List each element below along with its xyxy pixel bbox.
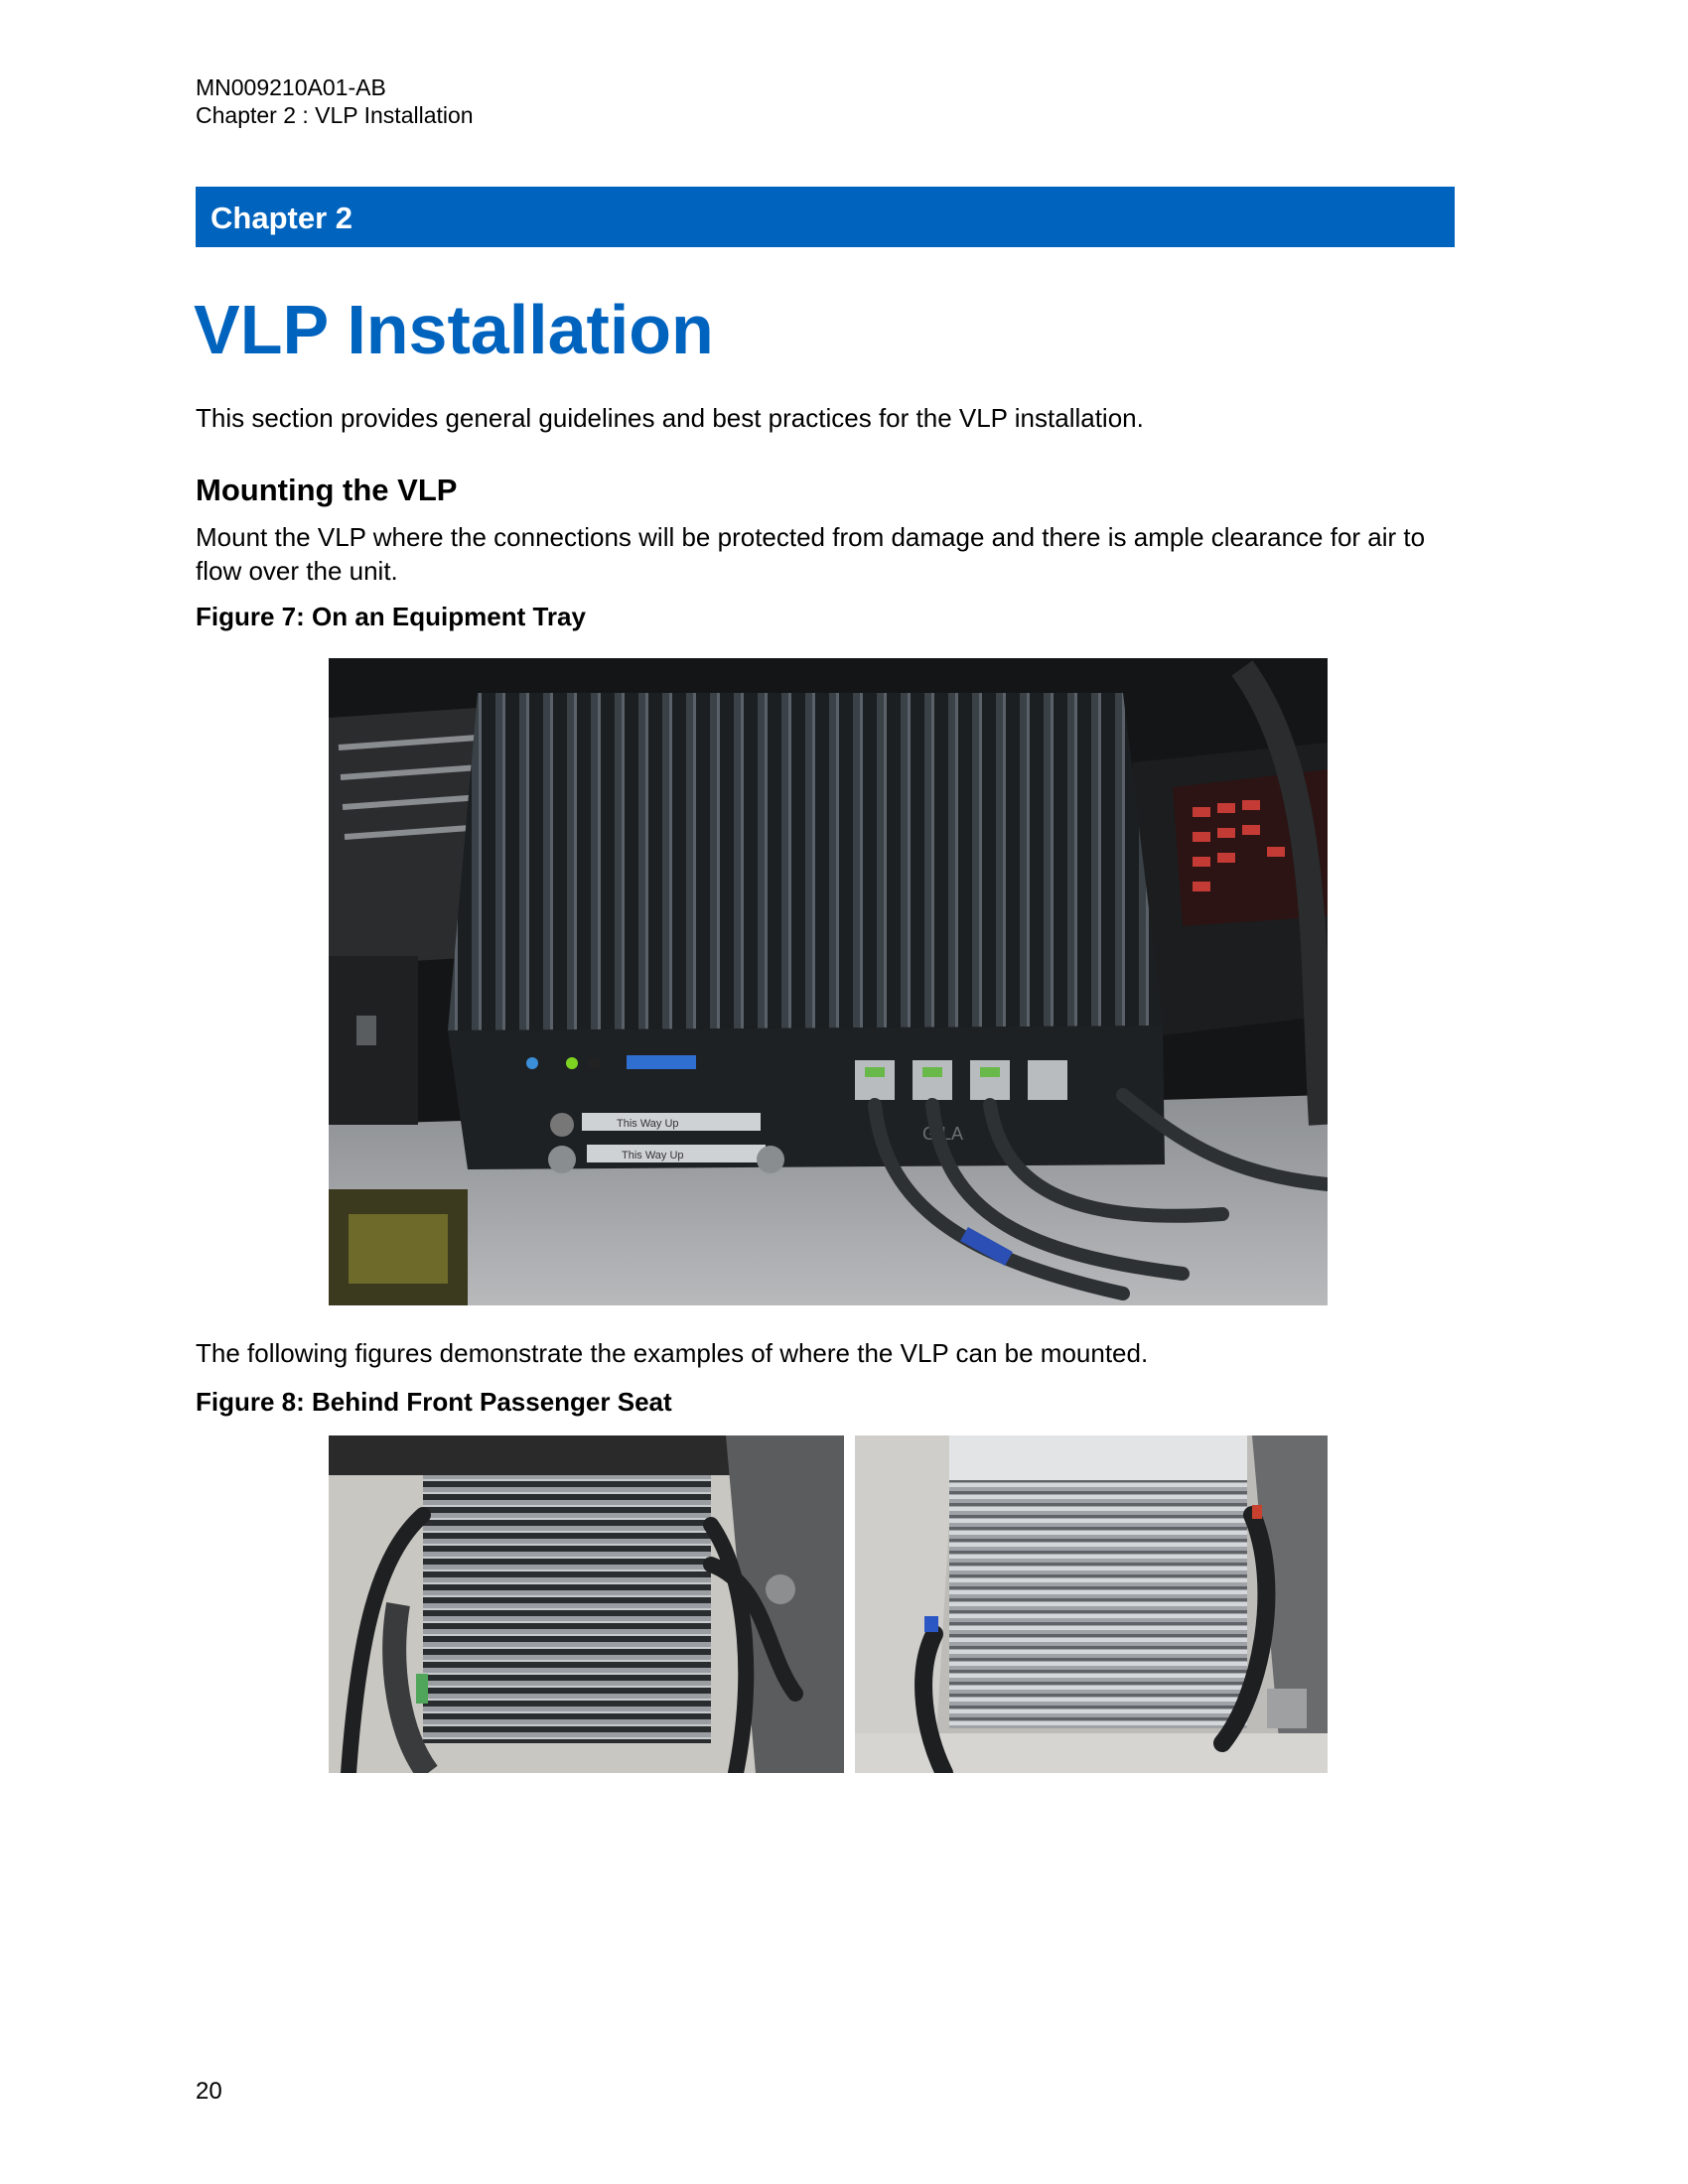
sim-slot-label-1: This Way Up — [617, 1118, 679, 1130]
figure8-photo-left — [329, 1435, 844, 1773]
page-number: 20 — [196, 2078, 222, 2105]
chapter-banner — [196, 187, 1455, 247]
running-header-chapter: Chapter 2 : VLP Installation — [196, 102, 474, 128]
figure7-photo — [329, 658, 1328, 1305]
chapter-label: Chapter 2 — [211, 201, 352, 235]
figure8-photo-right — [855, 1435, 1328, 1773]
figure7-caption: Figure 7: On an Equipment Tray — [196, 602, 586, 631]
document-id: MN009210A01-AB — [196, 74, 386, 100]
intro-paragraph: This section provides general guidelines and best practices for the VLP installation. — [196, 403, 1144, 433]
section-heading: Mounting the VLP — [196, 473, 458, 507]
figure8-caption: Figure 8: Behind Front Passenger Seat — [196, 1387, 672, 1417]
page-title: VLP Installation — [194, 291, 714, 368]
section-body: Mount the VLP where the connections will be protected from damage and there is ample clearance for air to flow over the unit. — [196, 522, 1426, 586]
unit-brand-text: GILA — [922, 1124, 964, 1144]
sim-slot-label-2: This Way Up — [622, 1150, 684, 1161]
between-paragraph: The following figures demonstrate the examples of where the VLP can be mounted. — [196, 1338, 1149, 1368]
